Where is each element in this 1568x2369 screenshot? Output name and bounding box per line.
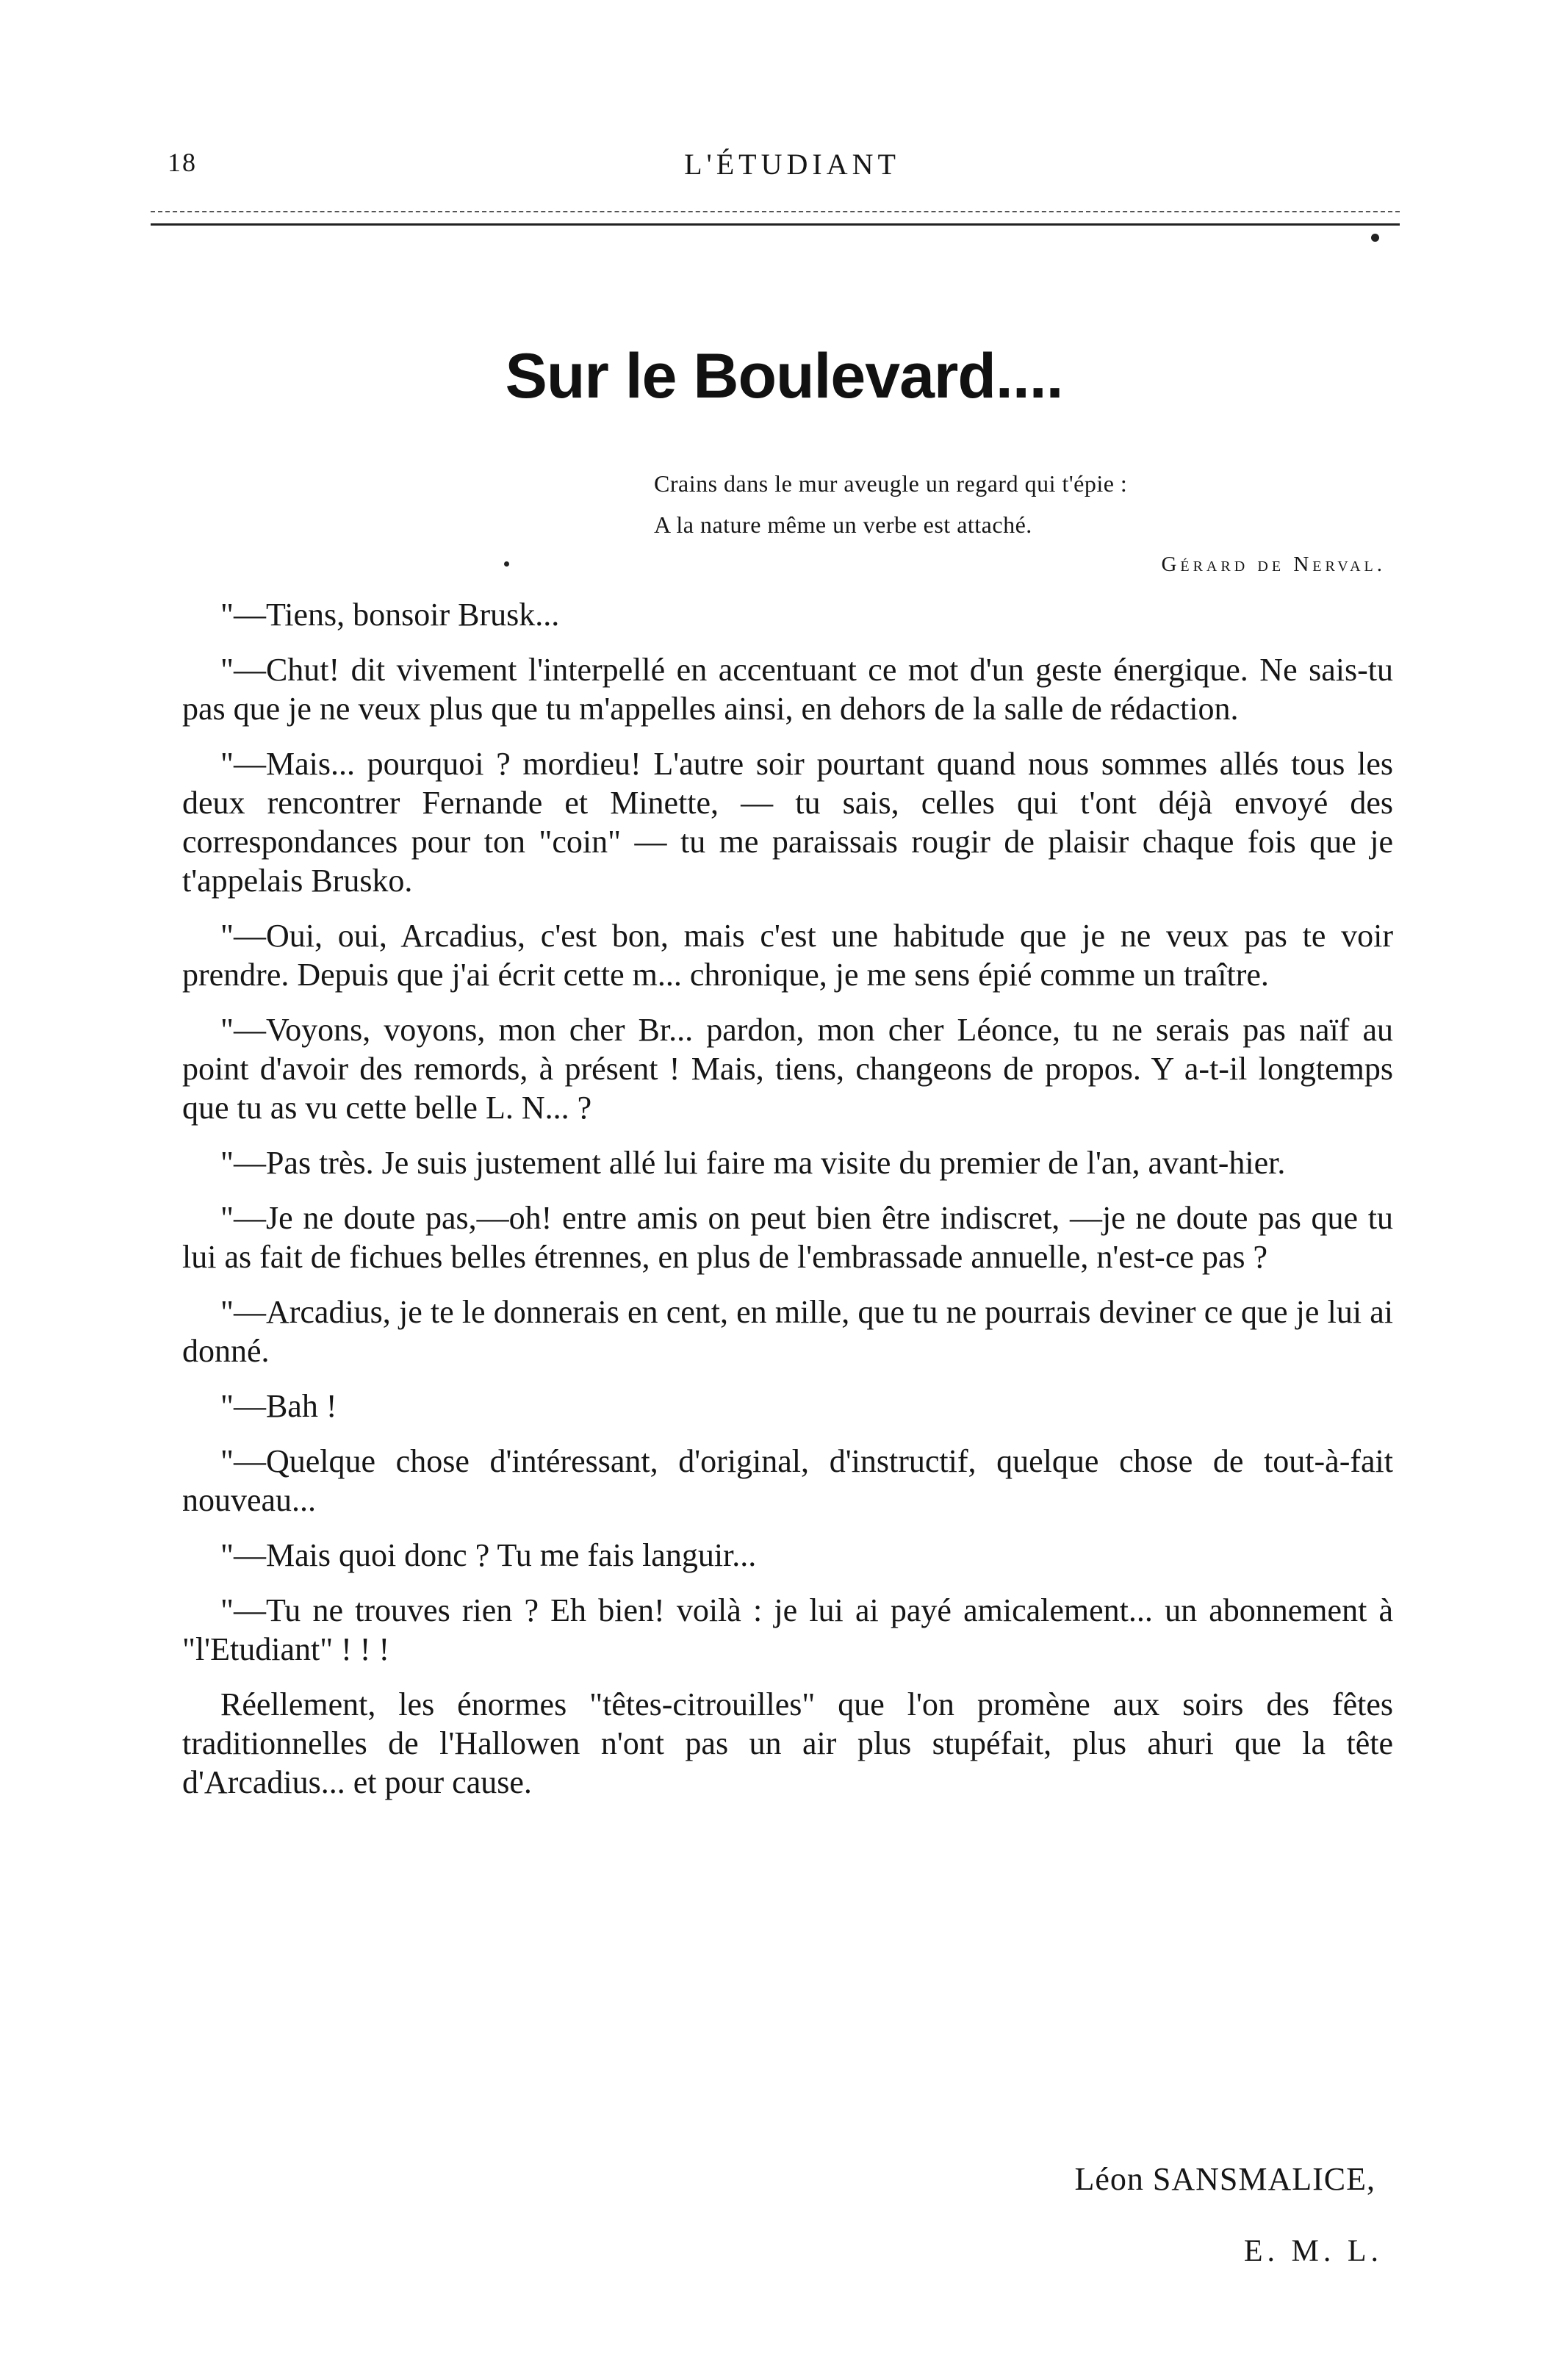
epigraph-line: Crains dans le mur aveugle un regard qui t'épie : (654, 470, 1128, 497)
running-head (168, 147, 1417, 191)
paragraph: "—Quelque chose d'intéressant, d'original, d'instructif, quelque chose de tout-à-fait nouveau... (182, 1443, 1393, 1518)
paragraph: "—Arcadius, je te le donnerais en cent, en mille, que tu ne pourrais deviner ce que je lui ai donné. (182, 1294, 1393, 1369)
paragraph: "—Mais... pourquoi ? mordieu! L'autre soir pourtant quand nous sommes allés tous les deux rencontrer Fernande et Minette, — tu sais, celles qui t'ont déjà envoyé des correspondances pour ton "coin" — tu me paraissais rougir de plaisir chaque fois que je t'appelais Brusko. (182, 746, 1393, 899)
paragraph: "—Chut! dit vivement l'interpellé en accentuant ce mot d'un geste énergique. Ne sais-tu pas que je ne veux plus que tu m'appelles ainsi, en dehors de la salle de rédaction. (182, 652, 1393, 727)
paragraph: "—Tu ne trouves rien ? Eh bien! voilà : je lui ai payé amicalement... un abonnement à "l'Etudiant" ! ! ! (182, 1592, 1393, 1667)
ink-speck (1371, 234, 1379, 242)
journal-name: L'ÉTUDIANT (684, 148, 900, 181)
article-body (182, 595, 1393, 1818)
paragraph: "—Mais quoi donc ? Tu me fais languir... (220, 1537, 757, 1573)
epigraph (654, 463, 1389, 545)
author-signature: Léon SANSMALICE, (1074, 2161, 1375, 2197)
header-rule (151, 223, 1400, 226)
paragraph: "—Voyons, voyons, mon cher Br... pardon, mon cher Léonce, tu ne serais pas naïf au point d'avoir des remords, à présent ! Mais, tiens, changeons de propos. Y a-t-il longtemps que tu as vu cette belle L. N... ? (182, 1012, 1393, 1126)
article-title: Sur le Boulevard.... (505, 340, 1063, 411)
page-number: 18 (168, 148, 197, 177)
paragraph: "—Oui, oui, Arcadius, c'est bon, mais c'est une habitude que je ne veux pas te voir prendre. Depuis que j'ai écrit cette m... chronique, je me sens épié comme un traître. (182, 918, 1393, 993)
paragraph: Réellement, les énormes "têtes-citrouilles" que l'on promène aux soirs des fêtes traditionnelles de l'Hallowen n'ont pas un air plus stupéfait, plus ahuri que la tête d'Arcadius... et pour cause. (182, 1686, 1393, 1800)
ink-speck (504, 561, 509, 567)
epigraph-author: Gérard de Nerval. (1161, 553, 1386, 576)
paragraph: "—Je ne doute pas,—oh! entre amis on peut bien être indiscret, —je ne doute pas que tu lui as fait de fichues belles étrennes, en plus de l'embrassade annuelle, n'est-ce pas ? (182, 1200, 1393, 1275)
paragraph: "—Bah ! (220, 1388, 337, 1424)
paragraph: "—Tiens, bonsoir Brusk... (220, 597, 560, 633)
paragraph: "—Pas très. Je suis justement allé lui faire ma visite du premier de l'an, avant-hier. (220, 1145, 1286, 1181)
epigraph-line: A la nature même un verbe est attaché. (654, 511, 1032, 538)
header-rule-dashed (151, 211, 1400, 212)
author-initials: E. M. L. (1243, 2235, 1383, 2268)
